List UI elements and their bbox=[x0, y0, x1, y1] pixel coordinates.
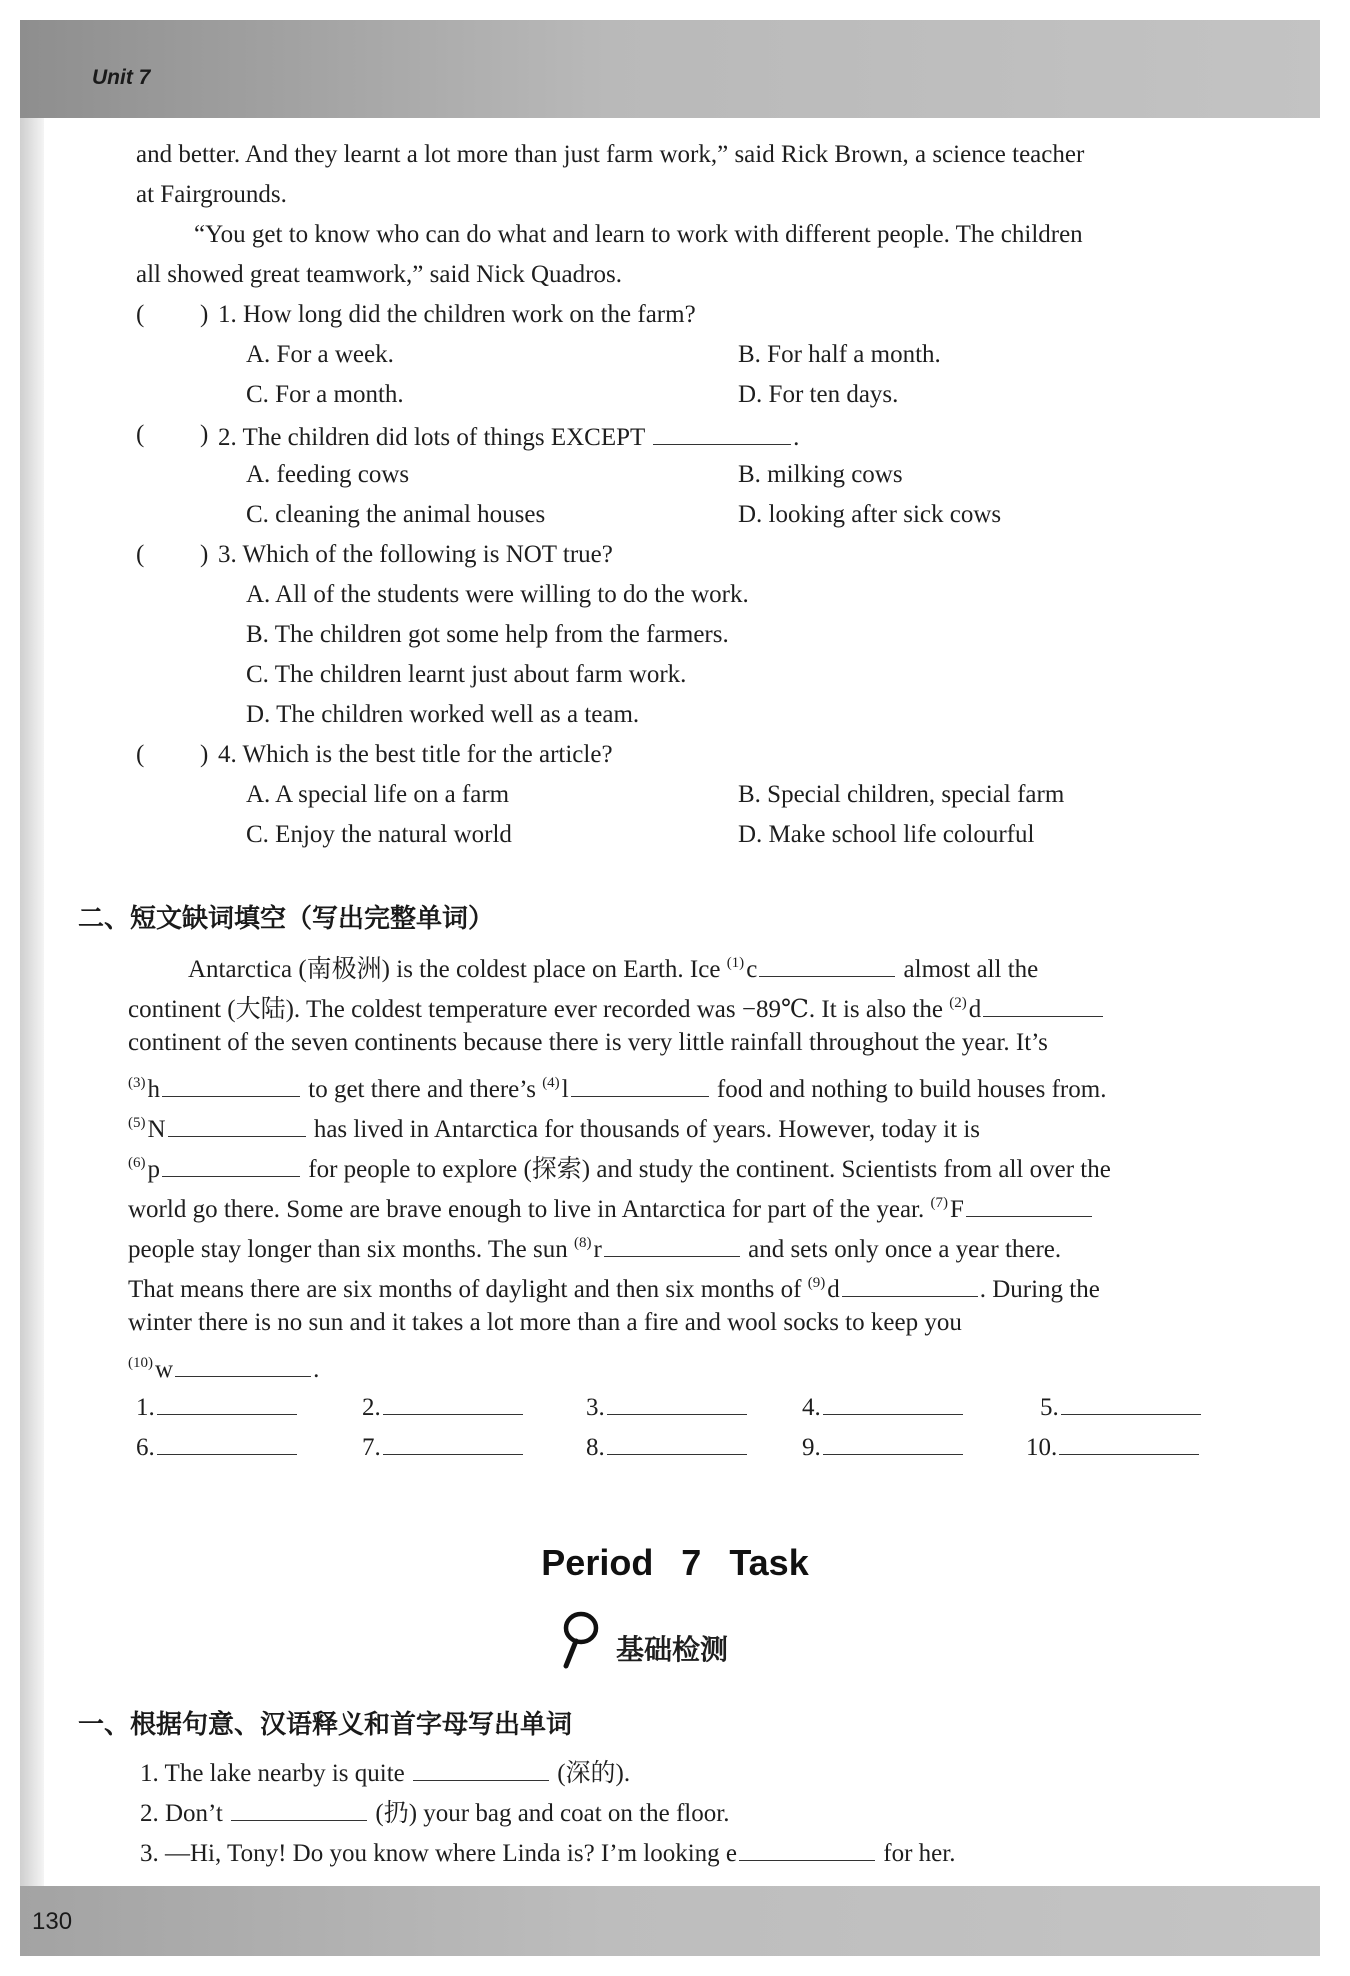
blank-number: (8) bbox=[574, 1235, 592, 1251]
cloze-blank[interactable] bbox=[168, 1112, 306, 1137]
answer-number: 10. bbox=[1026, 1434, 1058, 1461]
cloze-text: Antarctica (南极洲) is the coldest place on Earth. Ice bbox=[188, 956, 721, 983]
cloze-text: food and nothing to build houses from. bbox=[716, 1076, 1107, 1103]
option-c: C. Enjoy the natural world bbox=[246, 821, 512, 848]
blank-number: (6) bbox=[128, 1155, 146, 1171]
answer-bracket-close: ) bbox=[200, 741, 209, 768]
answer-bracket-open: ( bbox=[136, 301, 145, 328]
option-a: A. A special life on a farm bbox=[246, 781, 510, 808]
cloze-blank[interactable] bbox=[571, 1072, 709, 1097]
cloze-text: and sets only once a year there. bbox=[748, 1236, 1062, 1263]
cloze-blank[interactable] bbox=[162, 1072, 300, 1097]
blank-number: (5) bbox=[128, 1115, 146, 1131]
answer-number: 7. bbox=[362, 1434, 381, 1461]
cloze-line bbox=[128, 1348, 319, 1385]
section-heading: 一、根据句意、汉语释义和首字母写出单词 bbox=[78, 1710, 573, 1740]
question-stem bbox=[218, 420, 799, 453]
option-c: C. For a month. bbox=[246, 381, 404, 408]
answer-slot bbox=[1026, 1430, 1201, 1462]
option-a: A. All of the students were willing to do the work. bbox=[246, 581, 749, 608]
cloze-text: . bbox=[313, 1356, 320, 1383]
blank-number: (2) bbox=[949, 995, 967, 1011]
answer-slot bbox=[362, 1430, 525, 1462]
answer-bracket-open: ( bbox=[136, 421, 145, 448]
answer-slot bbox=[136, 1390, 299, 1422]
answer-number: 6. bbox=[136, 1434, 155, 1461]
option-d: D. For ten days. bbox=[738, 381, 899, 408]
answer-slot bbox=[586, 1390, 749, 1422]
exercise-blank[interactable] bbox=[231, 1796, 367, 1821]
answer-blank[interactable] bbox=[383, 1430, 523, 1455]
cloze-line bbox=[128, 988, 1105, 1025]
cloze-blank[interactable] bbox=[983, 992, 1103, 1017]
exercise-line bbox=[140, 1836, 955, 1869]
blank-number: (10) bbox=[128, 1355, 153, 1371]
cloze-text: has lived in Antarctica for thousands of years. However, today it is bbox=[313, 1116, 980, 1143]
initial-letter: N bbox=[147, 1116, 166, 1143]
exercise-text: 3. —Hi, Tony! Do you know where Linda is? I’m looking e bbox=[140, 1840, 737, 1867]
exercise-text: for her. bbox=[883, 1840, 956, 1867]
answer-bracket-open: ( bbox=[136, 741, 145, 768]
initial-letter: r bbox=[593, 1236, 602, 1263]
answer-number: 5. bbox=[1040, 1394, 1059, 1421]
answer-slot bbox=[802, 1390, 965, 1422]
magnifier-icon bbox=[556, 1608, 602, 1670]
initial-letter: c bbox=[746, 956, 758, 983]
top-gray-band bbox=[20, 20, 1320, 118]
answer-number: 8. bbox=[586, 1434, 605, 1461]
cloze-blank[interactable] bbox=[604, 1232, 740, 1257]
basic-check-label: 基础检测 bbox=[616, 1633, 729, 1666]
option-b: B. milking cows bbox=[738, 461, 903, 488]
blank-number: (3) bbox=[128, 1075, 146, 1091]
exercise-text: 2. Don’t bbox=[140, 1800, 223, 1827]
question-stem: 3. Which of the following is NOT true? bbox=[218, 541, 613, 568]
initial-letter: p bbox=[147, 1156, 160, 1183]
cloze-line bbox=[188, 948, 1038, 985]
answer-number: 4. bbox=[802, 1394, 821, 1421]
cloze-line bbox=[128, 1228, 1061, 1265]
cloze-text: almost all the bbox=[903, 956, 1039, 983]
cloze-blank[interactable] bbox=[842, 1272, 978, 1297]
passage-line: at Fairgrounds. bbox=[136, 181, 287, 208]
page-number: 130 bbox=[32, 1908, 73, 1935]
cloze-blank[interactable] bbox=[966, 1192, 1092, 1217]
answer-number: 9. bbox=[802, 1434, 821, 1461]
blank-number: (1) bbox=[726, 955, 745, 971]
answer-blank[interactable] bbox=[157, 1390, 297, 1415]
cloze-text: for people to explore (探索) and study the continent. Scientists from all over the bbox=[308, 1156, 1111, 1183]
question-stem: 4. Which is the best title for the article? bbox=[218, 741, 613, 768]
answer-bracket-close: ) bbox=[200, 301, 209, 328]
cloze-text: people stay longer than six months. The sun bbox=[128, 1236, 568, 1263]
initial-letter: h bbox=[147, 1076, 160, 1103]
cloze-line bbox=[128, 1108, 980, 1145]
section-heading: 二、短文缺词填空（写出完整单词） bbox=[78, 904, 495, 934]
left-page-edge bbox=[20, 118, 44, 1886]
answer-blank[interactable] bbox=[157, 1430, 297, 1455]
answer-bracket-open: ( bbox=[136, 541, 145, 568]
option-b: B. The children got some help from the farmers. bbox=[246, 621, 729, 648]
answer-slot bbox=[136, 1430, 299, 1462]
exercise-blank[interactable] bbox=[739, 1836, 875, 1861]
exercise-line bbox=[140, 1796, 729, 1829]
question-stem-text: 2. The children did lots of things EXCEPT bbox=[218, 424, 645, 451]
answer-blank[interactable] bbox=[1061, 1390, 1201, 1415]
basic-check-heading bbox=[556, 1608, 729, 1678]
answer-slot bbox=[362, 1390, 525, 1422]
passage-line: “You get to know who can do what and learn to work with different people. The children bbox=[194, 221, 1083, 248]
passage-line: and better. And they learnt a lot more than just farm work,” said Rick Brown, a science teacher bbox=[136, 141, 1085, 168]
cloze-text: to get there and there’s bbox=[308, 1076, 536, 1103]
period-title: Period 7 Task bbox=[541, 1542, 809, 1583]
option-c: C. cleaning the animal houses bbox=[246, 501, 546, 528]
answer-blank[interactable] bbox=[383, 1390, 523, 1415]
answer-slot bbox=[586, 1430, 749, 1462]
answer-number: 3. bbox=[586, 1394, 605, 1421]
option-a: A. For a week. bbox=[246, 341, 394, 368]
initial-letter: F bbox=[950, 1196, 964, 1223]
exercise-line bbox=[140, 1756, 630, 1789]
cloze-text: . During the bbox=[979, 1276, 1100, 1303]
cloze-blank[interactable] bbox=[175, 1352, 311, 1377]
passage-line: all showed great teamwork,” said Nick Quadros. bbox=[136, 261, 622, 288]
exercise-text: 1. The lake nearby is quite bbox=[140, 1760, 405, 1787]
cloze-text: world go there. Some are brave enough to live in Antarctica for part of the year. bbox=[128, 1196, 925, 1223]
answer-number: 1. bbox=[136, 1394, 155, 1421]
question-stem-end: . bbox=[793, 424, 800, 451]
answer-blank[interactable] bbox=[823, 1390, 963, 1415]
cloze-text: That means there are six months of daylight and then six months of bbox=[128, 1276, 802, 1303]
initial-letter: w bbox=[155, 1356, 174, 1383]
option-c: C. The children learnt just about farm work. bbox=[246, 661, 687, 688]
unit-label: Unit 7 bbox=[92, 66, 151, 89]
initial-letter: l bbox=[561, 1076, 569, 1103]
cloze-blank[interactable] bbox=[162, 1152, 300, 1177]
cloze-text: continent (大陆). The coldest temperature ever recorded was −89℃. It is also the bbox=[128, 996, 943, 1023]
bottom-gray-band bbox=[20, 1886, 1320, 1956]
blank-number: (9) bbox=[807, 1275, 826, 1291]
exercise-text: (深的). bbox=[557, 1760, 631, 1787]
cloze-line: winter there is no sun and it takes a lot more than a fire and wool socks to keep you bbox=[128, 1309, 962, 1336]
answer-slot bbox=[802, 1430, 965, 1462]
option-a: A. feeding cows bbox=[246, 461, 410, 488]
cloze-line bbox=[128, 1068, 1106, 1105]
answer-bracket-close: ) bbox=[200, 421, 209, 448]
exercise-blank[interactable] bbox=[413, 1756, 549, 1781]
answer-slot bbox=[1040, 1390, 1203, 1422]
option-b: B. For half a month. bbox=[738, 341, 941, 368]
blank-number: (4) bbox=[542, 1075, 560, 1091]
option-d: D. Make school life colourful bbox=[738, 821, 1035, 848]
answer-blank[interactable] bbox=[607, 1430, 747, 1455]
blank-number: (7) bbox=[930, 1195, 948, 1211]
answer-blank[interactable] bbox=[823, 1430, 963, 1455]
option-d: D. looking after sick cows bbox=[738, 501, 1002, 528]
answer-blank[interactable] bbox=[607, 1390, 747, 1415]
answer-blank[interactable] bbox=[653, 420, 791, 445]
cloze-line: continent of the seven continents because there is very little rainfall throughout the year. It’s bbox=[128, 1029, 1048, 1056]
question-stem: 1. How long did the children work on the farm? bbox=[218, 301, 696, 328]
cloze-line bbox=[128, 1268, 1100, 1305]
cloze-line bbox=[128, 1148, 1111, 1185]
cloze-blank[interactable] bbox=[759, 952, 895, 977]
initial-letter: d bbox=[827, 1276, 840, 1303]
option-d: D. The children worked well as a team. bbox=[246, 701, 640, 728]
cloze-line bbox=[128, 1188, 1094, 1225]
initial-letter: d bbox=[968, 996, 982, 1023]
answer-number: 2. bbox=[362, 1394, 381, 1421]
answer-blank[interactable] bbox=[1059, 1430, 1199, 1455]
answer-bracket-close: ) bbox=[200, 541, 209, 568]
exercise-text: (扔) your bag and coat on the floor. bbox=[375, 1800, 730, 1827]
option-b: B. Special children, special farm bbox=[738, 781, 1065, 808]
